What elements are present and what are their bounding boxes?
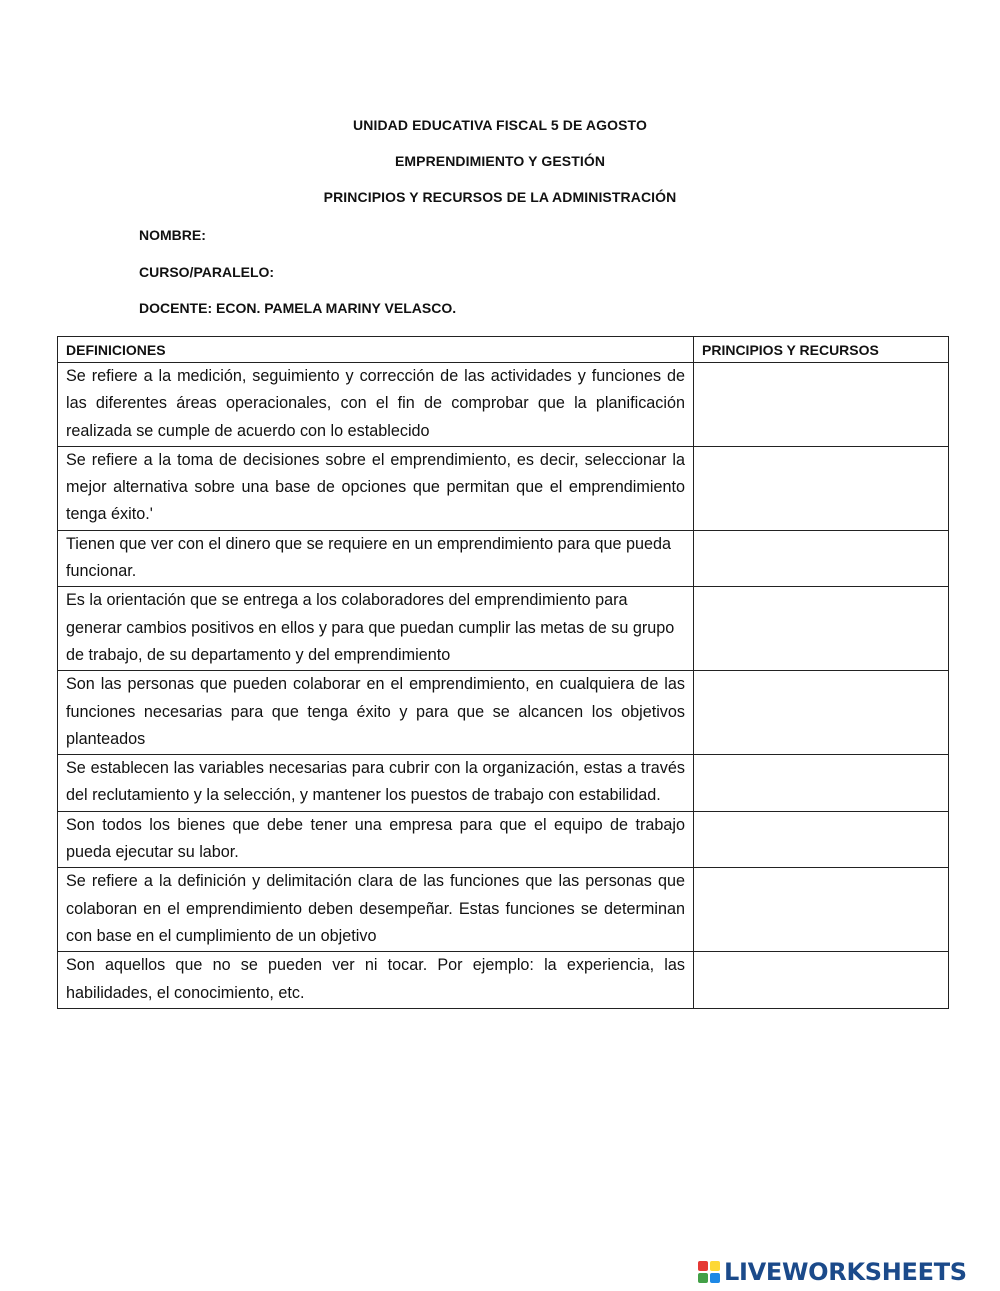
course-label: CURSO/PARALELO: — [139, 264, 275, 280]
answer-cell[interactable] — [694, 446, 949, 530]
table-row — [58, 868, 949, 952]
definition-text: Son todos los bienes que debe tener una empresa para que el equipo de trabajo pueda ejecutar su labor. — [58, 811, 694, 868]
definition-text: Se refiere a la toma de decisiones sobre el emprendimiento, es decir, seleccionar la mejor alternativa sobre una base de opciones que permitan que el emprendimiento tenga éxito.' — [58, 446, 694, 530]
logo-square-blue — [710, 1273, 720, 1283]
header-principles-resources: PRINCIPIOS Y RECURSOS — [694, 337, 949, 363]
answer-input[interactable] — [694, 868, 948, 918]
answer-input[interactable] — [694, 952, 948, 1002]
answer-input[interactable] — [694, 755, 948, 805]
definitions-table — [57, 336, 949, 1009]
answer-cell[interactable] — [694, 811, 949, 868]
definition-text: Son aquellos que no se pueden ver ni tocar. Por ejemplo: la experiencia, las habilidades, el conocimiento, etc. — [58, 952, 694, 1009]
table-row — [58, 671, 949, 755]
liveworksheets-logo-icon — [698, 1261, 720, 1283]
definition-text: Son las personas que pueden colaborar en el emprendimiento, en cualquiera de las funciones necesarias para que tenga éxito y para que se alcancen los objetivos planteados — [58, 671, 694, 755]
table-row — [58, 952, 949, 1009]
definition-text: Se refiere a la definición y delimitación clara de las funciones que las personas que colaboran en el emprendimiento deben desempeñar. Estas funciones se determinan con base en el cumplimiento de un objetivo — [58, 868, 694, 952]
answer-cell[interactable] — [694, 755, 949, 812]
logo-square-green — [698, 1273, 708, 1283]
definition-text: Se refiere a la medición, seguimiento y corrección de las actividades y funciones de las diferentes áreas operacionales, con el fin de comprobar que la planificación realizada se cumple de acuerdo con lo establecido — [58, 363, 694, 447]
name-label: NOMBRE: — [139, 227, 206, 243]
answer-input[interactable] — [694, 671, 948, 721]
definition-text: Se establecen las variables necesarias para cubrir con la organización, estas a través del reclutamiento y la selección, y mantener los puestos de trabajo con estabilidad. — [58, 755, 694, 812]
answer-input[interactable] — [694, 812, 948, 862]
topic-title: PRINCIPIOS Y RECURSOS DE LA ADMINISTRACIÓN — [323, 189, 677, 205]
table-row — [58, 446, 949, 530]
answer-cell[interactable] — [694, 952, 949, 1009]
table-row — [58, 587, 949, 671]
definition-text: Es la orientación que se entrega a los colaboradores del emprendimiento para generar cambios positivos en ellos y para que puedan cumplir las metas de su grupo de trabajo, de su departamento y del emprendimiento — [58, 587, 694, 671]
school-title: UNIDAD EDUCATIVA FISCAL 5 DE AGOSTO — [353, 117, 647, 133]
answer-cell[interactable] — [694, 671, 949, 755]
logo-square-red — [698, 1261, 708, 1271]
definition-text: Tienen que ver con el dinero que se requiere en un emprendimiento para que pueda funcionar. — [58, 530, 694, 587]
answer-cell[interactable] — [694, 868, 949, 952]
subject-title: EMPRENDIMIENTO Y GESTIÓN — [394, 153, 606, 169]
teacher-label: DOCENTE: ECON. PAMELA MARINY VELASCO. — [139, 300, 457, 316]
logo-square-yellow — [710, 1261, 720, 1271]
answer-input[interactable] — [694, 447, 948, 497]
liveworksheets-logo[interactable] — [698, 1258, 967, 1286]
header-definitions: DEFINICIONES — [58, 337, 694, 363]
table-row — [58, 755, 949, 812]
table-header-row — [58, 337, 949, 363]
answer-cell[interactable] — [694, 587, 949, 671]
answer-cell[interactable] — [694, 530, 949, 587]
answer-input[interactable] — [694, 587, 948, 637]
answer-input[interactable] — [694, 363, 948, 413]
liveworksheets-brand: LIVEWORKSHEETS — [724, 1258, 967, 1286]
table-row — [58, 530, 949, 587]
answer-input[interactable] — [694, 531, 948, 581]
table-row — [58, 363, 949, 447]
answer-cell[interactable] — [694, 363, 949, 447]
table-row — [58, 811, 949, 868]
